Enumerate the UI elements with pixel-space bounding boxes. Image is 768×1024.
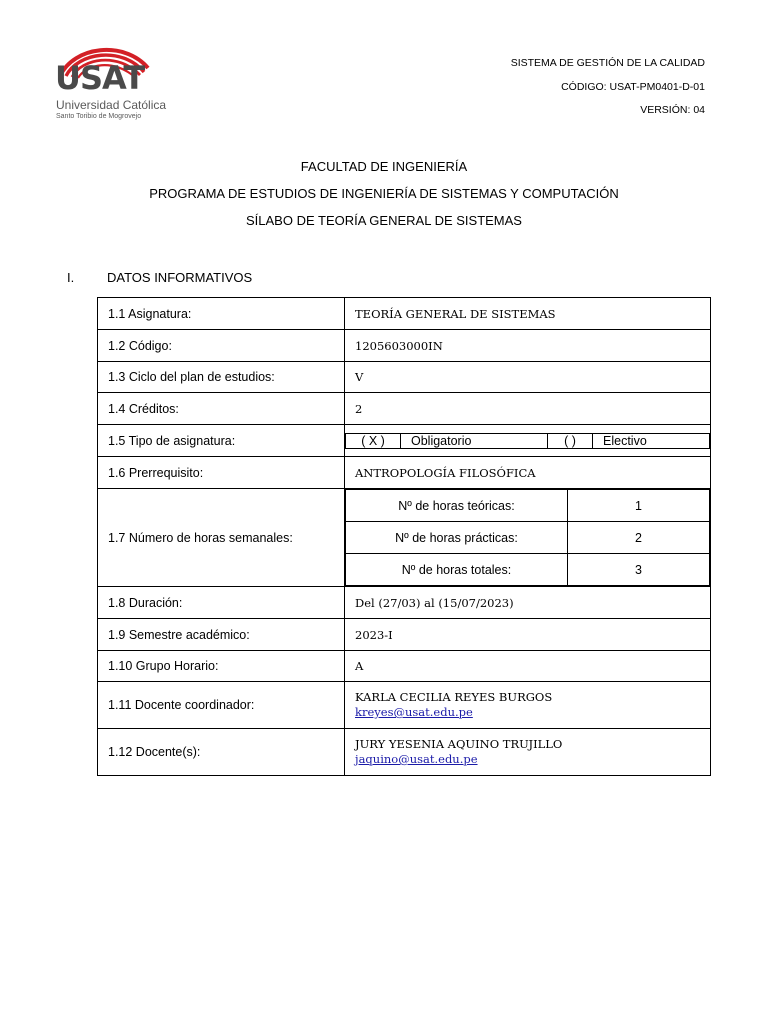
value-docente [345,729,711,776]
label-coordinador: 1.11 Docente coordinador: [98,682,345,729]
row-coordinador [98,682,711,729]
row-prerrequisito [98,457,711,489]
row-creditos [98,393,711,425]
option-obligatorio: Obligatorio [401,433,548,448]
row-ciclo [98,362,711,393]
row-duracion [98,587,711,619]
syllabus-title: SÍLABO DE TEORÍA GENERAL DE SISTEMAS [246,213,522,228]
coordinador-email-link[interactable]: kreyes@usat.edu.pe [355,705,473,719]
row-grupo [98,651,711,682]
coordinador-name: KARLA CECILIA REYES BURGOS [355,690,553,704]
row-docente [98,729,711,776]
value-semestre: 2023-I [345,619,711,651]
label-horas: 1.7 Número de horas semanales: [98,489,345,587]
hours-teoricas-label: Nº de horas teóricas: [346,490,568,522]
hours-totales-value: 3 [568,554,710,586]
document-code: CÓDIGO: USAT-PM0401-D-01 [561,80,705,93]
label-semestre: 1.9 Semestre académico: [98,619,345,651]
label-grupo: 1.10 Grupo Horario: [98,651,345,682]
logo-brand: USAT [55,59,145,97]
row-horas [98,489,711,587]
label-codigo: 1.2 Código: [98,330,345,362]
logo-subtitle: Santo Toribio de Mogrovejo [56,113,142,120]
label-ciclo: 1.3 Ciclo del plan de estudios: [98,362,345,393]
hours-row-practicas [346,522,710,554]
label-docente: 1.12 Docente(s): [98,729,345,776]
quality-header [511,52,705,123]
label-asignatura: 1.1 Asignatura: [98,298,345,330]
hours-row-teoricas [346,490,710,522]
mark-obligatorio: ( X ) [346,433,401,448]
label-creditos: 1.4 Créditos: [98,393,345,425]
value-ciclo: V [345,362,711,393]
quality-system: SISTEMA DE GESTIÓN DE LA CALIDAD [510,57,705,69]
hours-practicas-value: 2 [568,522,710,554]
value-horas [345,489,711,587]
mark-electivo: ( ) [548,433,593,448]
info-table [97,297,711,776]
value-asignatura: TEORÍA GENERAL DE SISTEMAS [345,298,711,330]
value-duracion: Del (27/03) al (15/07/2023) [345,587,711,619]
document-version: VERSIÓN: 04 [640,104,705,116]
value-prerrequisito: ANTROPOLOGÍA FILOSÓFICA [345,457,711,489]
value-grupo: A [345,651,711,682]
hours-teoricas-value: 1 [568,490,710,522]
program-title: PROGRAMA DE ESTUDIOS DE INGENIERÍA DE SISTEMAS Y COMPUTACIÓN [149,186,619,201]
label-tipo: 1.5 Tipo de asignatura: [98,425,345,457]
value-tipo [345,425,711,457]
section-number: I. [67,270,75,285]
value-codigo: 1205603000IN [345,330,711,362]
hours-row-totales [346,554,710,586]
value-creditos: 2 [345,393,711,425]
row-semestre [98,619,711,651]
row-asignatura [98,298,711,330]
row-codigo [98,330,711,362]
label-duracion: 1.8 Duración: [98,587,345,619]
docente-name: JURY YESENIA AQUINO TRUJILLO [355,737,563,751]
row-tipo [98,425,711,457]
label-prerrequisito: 1.6 Prerrequisito: [98,457,345,489]
logo-university: Universidad Católica [56,98,167,112]
section-title: DATOS INFORMATIVOS [107,270,253,285]
faculty-title: FACULTAD DE INGENIERÍA [300,159,468,174]
hours-practicas-label: Nº de horas prácticas: [346,522,568,554]
usat-logo [52,40,167,122]
docente-email-link[interactable]: jaquino@usat.edu.pe [355,752,478,766]
hours-totales-label: Nº de horas totales: [346,554,568,586]
tipo-options [345,433,710,449]
document-titles [0,153,768,234]
value-coordinador [345,682,711,729]
hours-table [345,489,710,586]
option-electivo: Electivo [593,433,710,448]
